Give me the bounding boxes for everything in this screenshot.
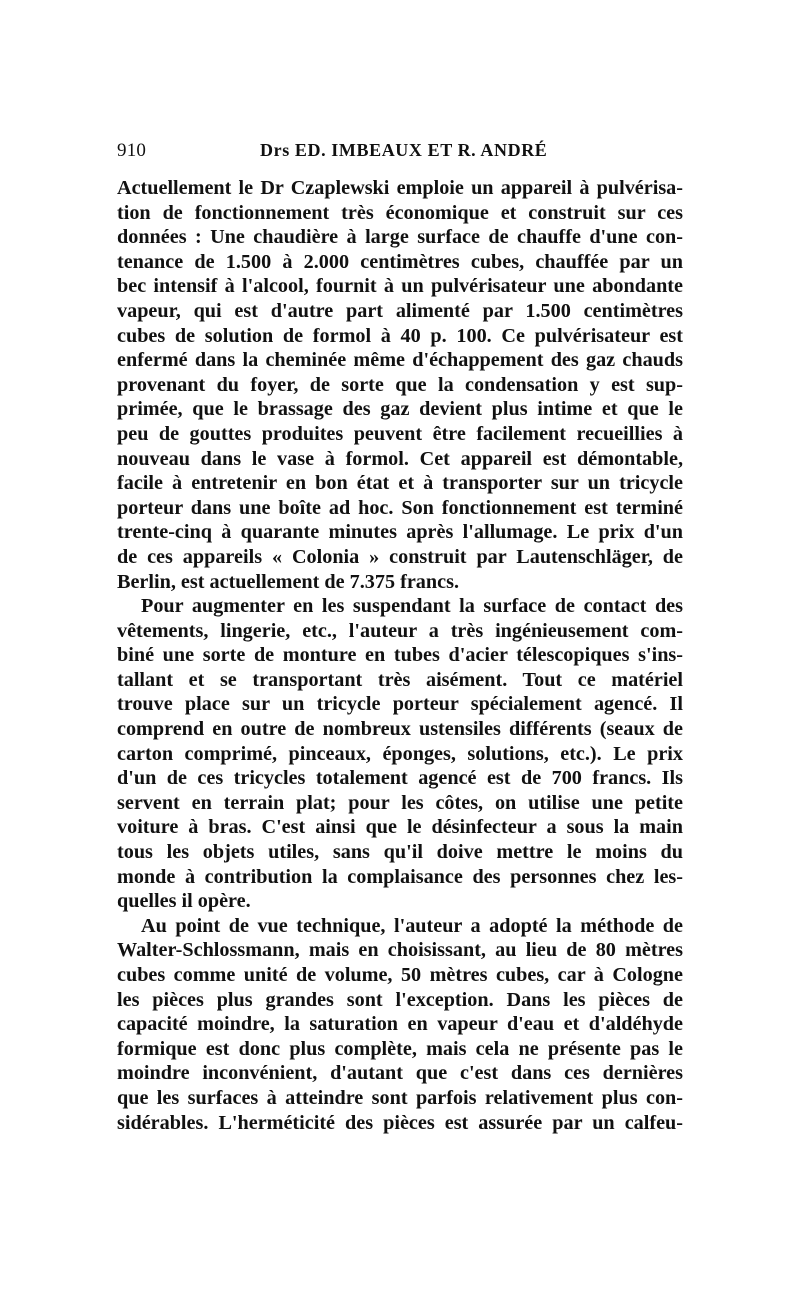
text-line: données : Une chaudière à large surface de chauffe d'une con- bbox=[117, 226, 683, 249]
text-line: Pour augmenter en les suspendant la surface de contact des bbox=[141, 595, 683, 618]
text-line: capacité moindre, la saturation en vapeur d'eau et d'aldéhyde bbox=[117, 1013, 683, 1036]
paragraph bbox=[117, 594, 683, 914]
text-line: de ces appareils « Colonia » construit par Lautenschläger, de bbox=[117, 545, 683, 568]
text-line: trouve place sur un tricycle porteur spécialement agencé. Il bbox=[117, 693, 683, 716]
text-line: carton comprimé, pinceaux, éponges, solutions, etc.). Le prix bbox=[117, 742, 683, 765]
text-line: vêtements, lingerie, etc., l'auteur a très ingénieusement com- bbox=[117, 619, 683, 642]
text-line: facile à entretenir en bon état et à transporter sur un tricycle bbox=[117, 472, 683, 495]
paragraph bbox=[117, 914, 683, 1135]
text-line: sidérables. L'herméticité des pièces est assurée par un calfeu- bbox=[117, 1111, 683, 1134]
text-line: cubes de solution de formol à 40 p. 100. Ce pulvérisateur est bbox=[117, 324, 683, 347]
text-line: d'un de ces tricycles totalement agencé est de 700 francs. Ils bbox=[117, 767, 683, 790]
text-line: bec intensif à l'alcool, fournit à un pulvérisateur une abondante bbox=[117, 275, 683, 298]
text-line: peu de gouttes produites peuvent être facilement recueillies à bbox=[117, 422, 683, 445]
text-line: enfermé dans la cheminée même d'échappement des gaz chauds bbox=[117, 349, 683, 372]
text-line: tion de fonctionnement très économique et construit sur ces bbox=[117, 201, 683, 224]
text-line: vapeur, qui est d'autre part alimenté par 1.500 centimètres bbox=[117, 299, 683, 322]
text-line: tallant et se transportant très aisément. Tout ce matériel bbox=[117, 668, 683, 691]
text-line: primée, que le brassage des gaz devient plus intime et que le bbox=[117, 398, 683, 421]
book-page bbox=[117, 140, 683, 1135]
text-line: servent en terrain plat; pour les côtes, on utilise une petite bbox=[117, 791, 683, 814]
text-line: quelles il opère. bbox=[117, 890, 251, 913]
text-line: trente-cinq à quarante minutes après l'allumage. Le prix d'un bbox=[117, 521, 683, 544]
text-line: Actuellement le Dr Czaplewski emploie un appareil à pulvérisa- bbox=[117, 177, 683, 199]
paragraph bbox=[117, 176, 683, 594]
text-line: Berlin, est actuellement de 7.375 francs. bbox=[117, 570, 459, 593]
text-line: Walter-Schlossmann, mais en choisissant, au lieu de 80 mètres bbox=[117, 939, 683, 962]
text-line: que les surfaces à atteindre sont parfois relativement plus con- bbox=[117, 1086, 683, 1109]
text-line: monde à contribution la complaisance des personnes chez les- bbox=[117, 865, 683, 888]
text-line: tenance de 1.500 à 2.000 centimètres cubes, chauffée par un bbox=[117, 250, 683, 273]
text-line: porteur dans une boîte ad hoc. Son fonctionnement est terminé bbox=[117, 496, 683, 519]
page-number: 910 bbox=[117, 140, 147, 161]
text-line: les pièces plus grandes sont l'exception. Dans les pièces de bbox=[117, 988, 683, 1011]
text-line: cubes comme unité de volume, 50 mètres cubes, car à Cologne bbox=[117, 964, 683, 986]
text-line: Au point de vue technique, l'auteur a adopté la méthode de bbox=[141, 914, 683, 937]
running-header bbox=[117, 140, 683, 168]
running-title: Drs ED. IMBEAUX ET R. ANDRÉ bbox=[260, 140, 548, 160]
text-line: formique est donc plus complète, mais cela ne présente pas le bbox=[117, 1037, 683, 1060]
text-line: biné une sorte de monture en tubes d'acier télescopiques s'ins- bbox=[117, 644, 683, 667]
text-line: nouveau dans le vase à formol. Cet appareil est démontable, bbox=[117, 447, 683, 470]
text-line: tous les objets utiles, sans qu'il doive mettre le moins du bbox=[117, 841, 683, 864]
text-line: moindre inconvénient, d'autant que c'est dans ces dernières bbox=[117, 1062, 683, 1085]
text-line: provenant du foyer, de sorte que la condensation y est sup- bbox=[117, 373, 683, 396]
text-line: comprend en outre de nombreux ustensiles différents (seaux de bbox=[117, 718, 683, 741]
text-line: voiture à bras. C'est ainsi que le désinfecteur a sous la main bbox=[117, 816, 683, 839]
